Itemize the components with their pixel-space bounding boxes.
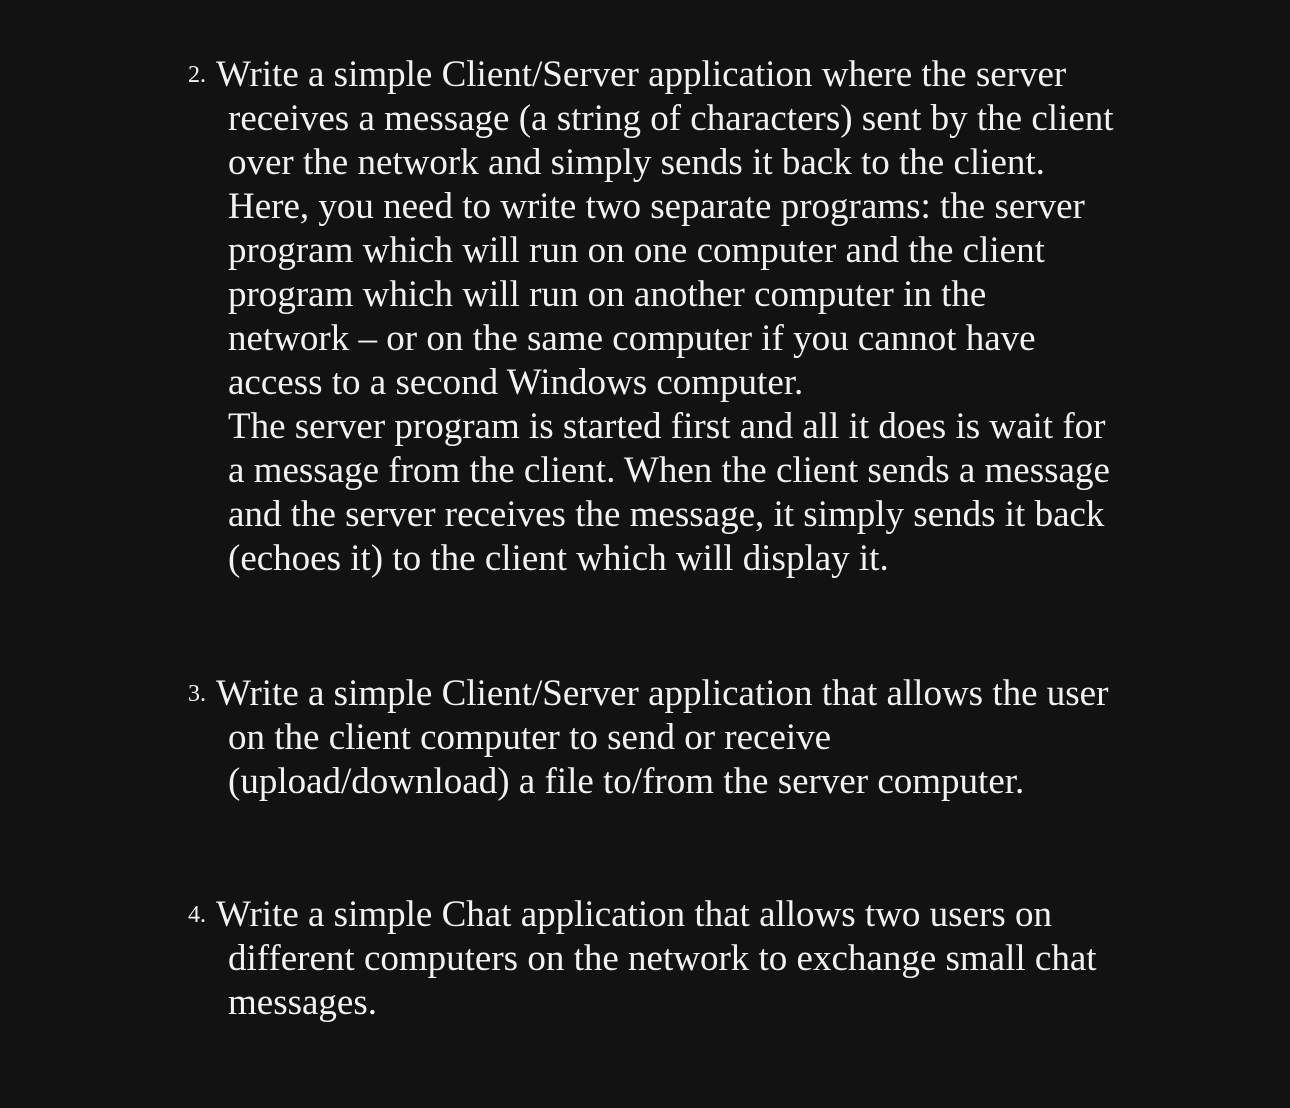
item-text-line: Here, you need to write two separate programs: the server	[228, 186, 1085, 227]
item-text-line: on the client computer to send or receive	[228, 717, 832, 758]
item-text-line: program which will run on one computer and the client	[228, 230, 1045, 271]
item-text-line: (upload/download) a file to/from the server computer.	[228, 761, 1025, 802]
item-text-line: over the network and simply sends it back to the client.	[228, 142, 1045, 183]
item-text-line: Write a simple Chat application that allows two users on	[216, 894, 1052, 935]
item-text-line: Write a simple Client/Server application that allows the user	[216, 673, 1109, 714]
item-text-line: different computers on the network to exchange small chat	[228, 938, 1097, 979]
item-text-line: and the server receives the message, it simply sends it back	[228, 494, 1105, 535]
item-text-line: a message from the client. When the client sends a message	[228, 450, 1110, 491]
item-text-line: (echoes it) to the client which will display it.	[228, 538, 889, 579]
item-number: 2.	[188, 62, 206, 88]
item-text-line: receives a message (a string of characters) sent by the client	[228, 98, 1114, 139]
item-text-line: access to a second Windows computer.	[228, 362, 804, 403]
item-number: 3.	[188, 681, 206, 707]
item-text-line: Write a simple Client/Server application where the server	[216, 54, 1067, 95]
item-number: 4.	[188, 902, 206, 928]
item-text-line: The server program is started first and all it does is wait for	[228, 406, 1106, 447]
item-text-line: network – or on the same computer if you cannot have	[228, 318, 1036, 359]
item-text-line: messages.	[228, 982, 377, 1023]
item-text-line: program which will run on another computer in the	[228, 274, 987, 315]
